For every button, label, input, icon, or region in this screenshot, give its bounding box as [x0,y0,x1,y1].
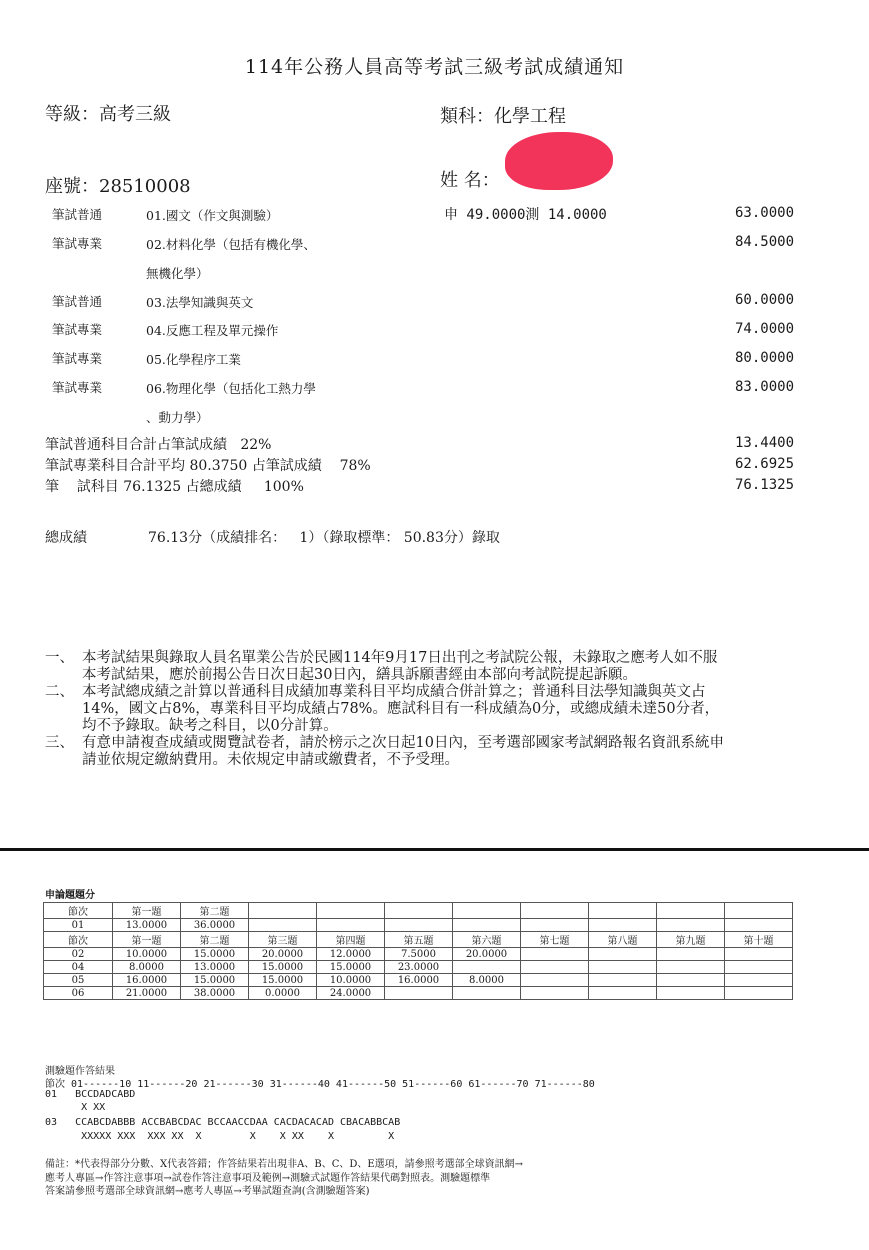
subject-score: 84.5000 [735,234,795,250]
essay-cell [657,974,725,987]
subject-type: 筆試專業 [52,380,103,395]
subject-name: 06.物理化學（包括化工熱力學 [146,381,316,396]
mc-line: XXXXX XXX XXX XX X X X XX X X [45,1131,395,1142]
essay-row [44,919,793,932]
seat-number: 座號：28510008 [45,176,191,197]
essay-cell [589,961,657,974]
essay-cell: 第八題 [589,932,657,948]
subject-type: 筆試專業 [52,351,103,366]
summary-professional-score: 62.6925 [735,456,795,472]
mc-line: 節次 01------10 11------20 21------30 31------40 41------50 51------60 61------70 71------80 [45,1079,595,1090]
subject-name: 02.材料化學（包括有機化學、 [146,237,316,252]
essay-row [44,987,793,1000]
essay-cell [725,974,793,987]
footnote-line: 應考人專區→作答注意事項→試卷作答注意事項及範例→測驗式試題作答結果代碼對照表。測驗題標準 [45,1172,491,1184]
essay-cell: 24.0000 [317,987,385,1000]
essay-cell [657,903,725,919]
note-key: 三、 [45,735,74,751]
essay-cell: 第一題 [113,903,181,919]
mc-title: 測驗題作答結果 [45,1066,115,1077]
exam-category: 類科：化學工程 [440,106,566,127]
footnote-line: 答案請參照考選部全球資訊網→應考人專區→考畢試題查詢(含測驗題答案) [45,1186,370,1197]
subject-name: 01.國文（作文與測驗） [146,208,279,223]
essay-cell: 15.0000 [249,974,317,987]
essay-row [44,932,793,948]
essay-cell [657,919,725,932]
note-key: 一、 [45,650,74,666]
essay-cell: 第十題 [725,932,793,948]
summary-written: 筆 試科目 76.1325 占總成績 100% [45,479,304,495]
essay-cell [385,919,453,932]
essay-cell [657,961,725,974]
subject-score: 83.0000 [735,379,795,395]
subject-name-cont: 、動力學） [146,410,209,425]
note-item [45,735,725,769]
notes-section [45,650,725,769]
redacted-name [505,132,613,190]
essay-cell: 13.0000 [181,961,249,974]
essay-cell [521,974,589,987]
essay-cell [385,987,453,1000]
essay-cell: 節次 [44,903,113,919]
essay-cell: 15.0000 [181,948,249,961]
essay-cell: 16.0000 [385,974,453,987]
essay-cell [521,987,589,1000]
essay-cell: 第七題 [521,932,589,948]
essay-cell [521,903,589,919]
essay-cell: 15.0000 [181,974,249,987]
essay-cell: 36.0000 [181,919,249,932]
subject-type: 筆試專業 [52,322,103,337]
essay-cell: 01 [44,919,113,932]
essay-cell: 第一題 [113,932,181,948]
essay-cell [589,948,657,961]
essay-cell [589,987,657,1000]
essay-cell: 38.0000 [181,987,249,1000]
essay-cell [725,919,793,932]
essay-cell [657,987,725,1000]
note-text: 本考試結果與錄取人員名單業公告於民國114年9月17日出刊之考試院公報，未錄取之應考人如不服本考試結果，應於前揭公告日次日起30日內，繕具訴願書經由本部向考試院提起訴願。 [82,650,718,683]
essay-cell [725,903,793,919]
essay-cell [725,987,793,1000]
essay-row [44,903,793,919]
essay-cell [521,961,589,974]
essay-cell [249,919,317,932]
essay-cell [317,919,385,932]
subject-detail: 申 49.0000測 14.0000 [444,207,607,223]
essay-cell: 7.5000 [385,948,453,961]
mc-line: 03 CCABCDABBB ACCBABCDAC BCCAACCDAA CACDACACAD CBACABBCAB [45,1117,401,1128]
subject-name-cont: 無機化學） [146,266,209,281]
exam-level: 等級：高考三級 [45,104,171,125]
essay-row [44,948,793,961]
total-label: 總成績 [45,530,87,546]
mc-line: 01 BCCDADCABD [45,1089,136,1100]
subject-score: 63.0000 [735,205,795,221]
essay-cell: 20.0000 [453,948,521,961]
essay-cell: 節次 [44,932,113,948]
note-item [45,684,725,735]
essay-cell [725,948,793,961]
total-result: 76.13分（成績排名： 1）（錄取標準： 50.83分）錄取 [148,530,500,546]
essay-cell: 第二題 [181,903,249,919]
subject-type: 筆試普通 [52,294,103,309]
essay-cell: 13.0000 [113,919,181,932]
essay-cell [521,919,589,932]
essay-cell: 第三題 [249,932,317,948]
footnote-line: 備註：*代表得部分分數、X代表答錯；作答結果若出現非A、B、C、D、E選項，請參照考選部全球資訊網→ [45,1159,524,1170]
essay-cell: 06 [44,987,113,1000]
note-text: 本考試總成績之計算以普通科目成績加專業科目平均成績合併計算之；普通科目法學知識與英文占14%，國文占8%，專業科目平均成績占78%。應試科目有一科成績為0分，或總成績未達50分者，均不予錄取。缺考之科目，以0分計算。 [82,684,720,734]
essay-cell: 16.0000 [113,974,181,987]
subject-type: 筆試專業 [52,236,103,251]
note-text: 有意申請複查成績或閱覽試卷者，請於榜示之次日起10日內，至考選部國家考試網路報名資訊系統申請並依規定繳納費用。未依規定申請或繳費者，不予受理。 [82,735,724,768]
essay-cell: 10.0000 [113,948,181,961]
essay-cell: 04 [44,961,113,974]
subject-name: 04.反應工程及單元操作 [146,323,279,338]
summary-general: 筆試普通科目合計占筆試成績 22% [45,437,272,453]
essay-title: 申論題題分 [45,890,95,901]
mc-line: X XX [45,1102,106,1113]
essay-cell [453,919,521,932]
essay-score-table [43,902,793,1000]
essay-cell: 15.0000 [249,961,317,974]
summary-written-score: 76.1325 [735,477,795,493]
summary-general-score: 13.4400 [735,435,795,451]
essay-cell: 02 [44,948,113,961]
name-label: 姓 名： [440,170,500,191]
essay-cell: 8.0000 [113,961,181,974]
essay-cell [589,919,657,932]
essay-cell: 8.0000 [453,974,521,987]
essay-cell [453,961,521,974]
essay-cell [453,903,521,919]
note-key: 二、 [45,684,74,700]
essay-cell [725,961,793,974]
essay-cell [589,974,657,987]
essay-cell: 15.0000 [317,961,385,974]
essay-cell [589,903,657,919]
essay-cell: 第四題 [317,932,385,948]
essay-row [44,974,793,987]
page-divider [0,848,869,851]
essay-cell: 10.0000 [317,974,385,987]
essay-cell [521,948,589,961]
essay-row [44,961,793,974]
essay-cell: 0.0000 [249,987,317,1000]
essay-cell: 第九題 [657,932,725,948]
summary-professional: 筆試專業科目合計平均 80.3750 占筆試成績 78% [45,458,371,474]
essay-cell: 第二題 [181,932,249,948]
footnote [45,1158,605,1199]
essay-cell [385,903,453,919]
page-title: 114年公務人員高等考試三級考試成績通知 [244,56,625,78]
subject-score: 60.0000 [735,292,795,308]
essay-cell [657,948,725,961]
essay-cell [317,903,385,919]
essay-cell: 21.0000 [113,987,181,1000]
subject-name: 05.化學程序工業 [146,352,241,367]
essay-cell [453,987,521,1000]
subject-score: 80.0000 [735,350,795,366]
subject-score: 74.0000 [735,321,795,337]
essay-cell [249,903,317,919]
essay-cell: 第五題 [385,932,453,948]
essay-cell: 23.0000 [385,961,453,974]
essay-cell: 第六題 [453,932,521,948]
subject-name: 03.法學知識與英文 [146,295,254,310]
essay-cell: 12.0000 [317,948,385,961]
essay-cell: 20.0000 [249,948,317,961]
essay-cell: 05 [44,974,113,987]
subject-type: 筆試普通 [52,207,103,222]
note-item [45,650,725,684]
